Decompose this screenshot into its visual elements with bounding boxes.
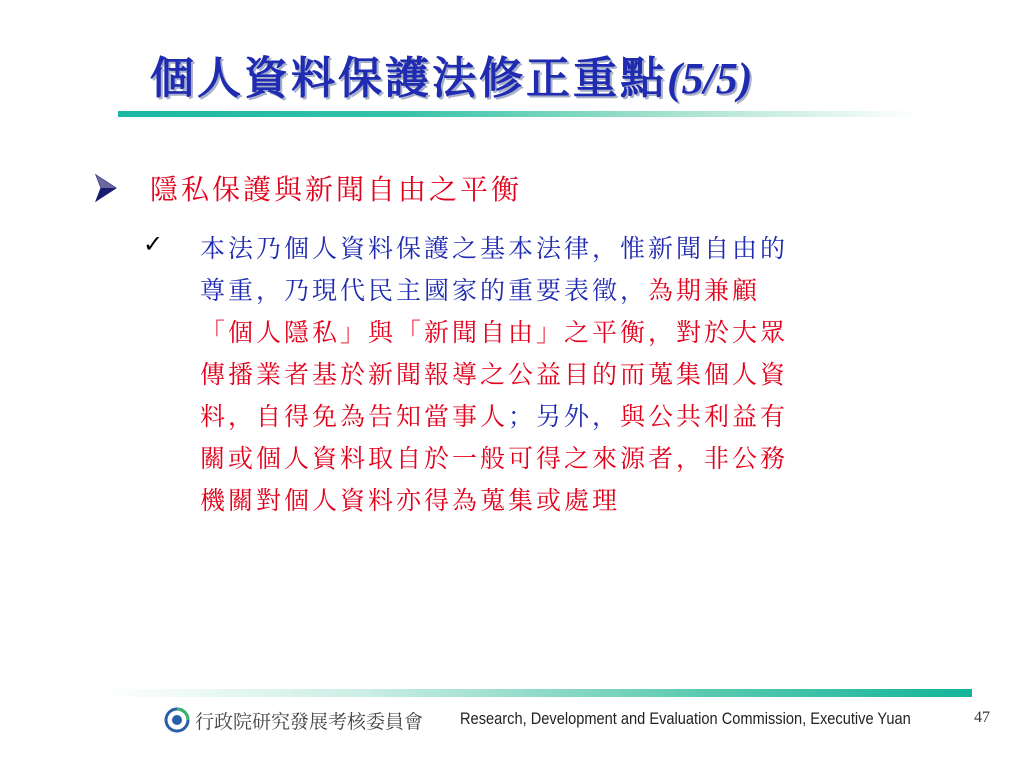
paragraph-line — [200, 438, 930, 480]
paragraph-line — [200, 270, 930, 312]
title-suffix: (5/5) — [667, 54, 753, 103]
rdec-logo-icon — [164, 707, 190, 733]
paragraph-segment: 本法乃個人資料保護之基本法律，惟新聞自由的 — [200, 234, 789, 263]
paragraph-line — [200, 228, 930, 270]
slide-title — [150, 42, 970, 106]
paragraph-segment: 「個人隱私」與「新聞自由」之平衡，對於大眾 — [200, 318, 789, 347]
title-main: 個人資料保護法修正重點 — [150, 53, 667, 104]
paragraph-segment: 料，自得免為告知當事人 — [200, 402, 509, 431]
paragraph-segment: 與公共利益有 — [620, 402, 789, 431]
paragraph-segment: 傳播業者基於新聞報導之公益目的而蒐集個人資 — [200, 360, 789, 389]
paragraph-line — [200, 480, 930, 522]
check-mark-icon: ✓ — [143, 230, 164, 258]
paragraph-segment: 為期兼顧 — [648, 276, 761, 305]
bullet-heading: 隱私保護與新聞自由之平衡 — [150, 173, 523, 206]
paragraph-segment: ；另外， — [508, 402, 621, 431]
arrow-bullet-icon — [94, 173, 118, 203]
paragraph-segment: 關或個人資料取自於一般可得之來源者，非公務 — [200, 444, 789, 473]
paragraph-segment: 尊重，乃現代民主國家的重要表徵， — [200, 276, 649, 305]
sub-bullet-paragraph — [200, 228, 930, 522]
footer-rule — [100, 689, 972, 697]
footer-org-chinese: 行政院研究發展考核委員會 — [195, 711, 424, 733]
page-number: 47 — [974, 709, 990, 726]
paragraph-line — [200, 354, 930, 396]
paragraph-line — [200, 396, 930, 438]
paragraph-line — [200, 312, 930, 354]
title-underline — [118, 111, 918, 117]
paragraph-segment: 機關對個人資料亦得為蒐集或處理 — [200, 486, 621, 515]
footer-org-english: Research, Development and Evaluation Commission, Executive Yuan — [460, 709, 911, 728]
